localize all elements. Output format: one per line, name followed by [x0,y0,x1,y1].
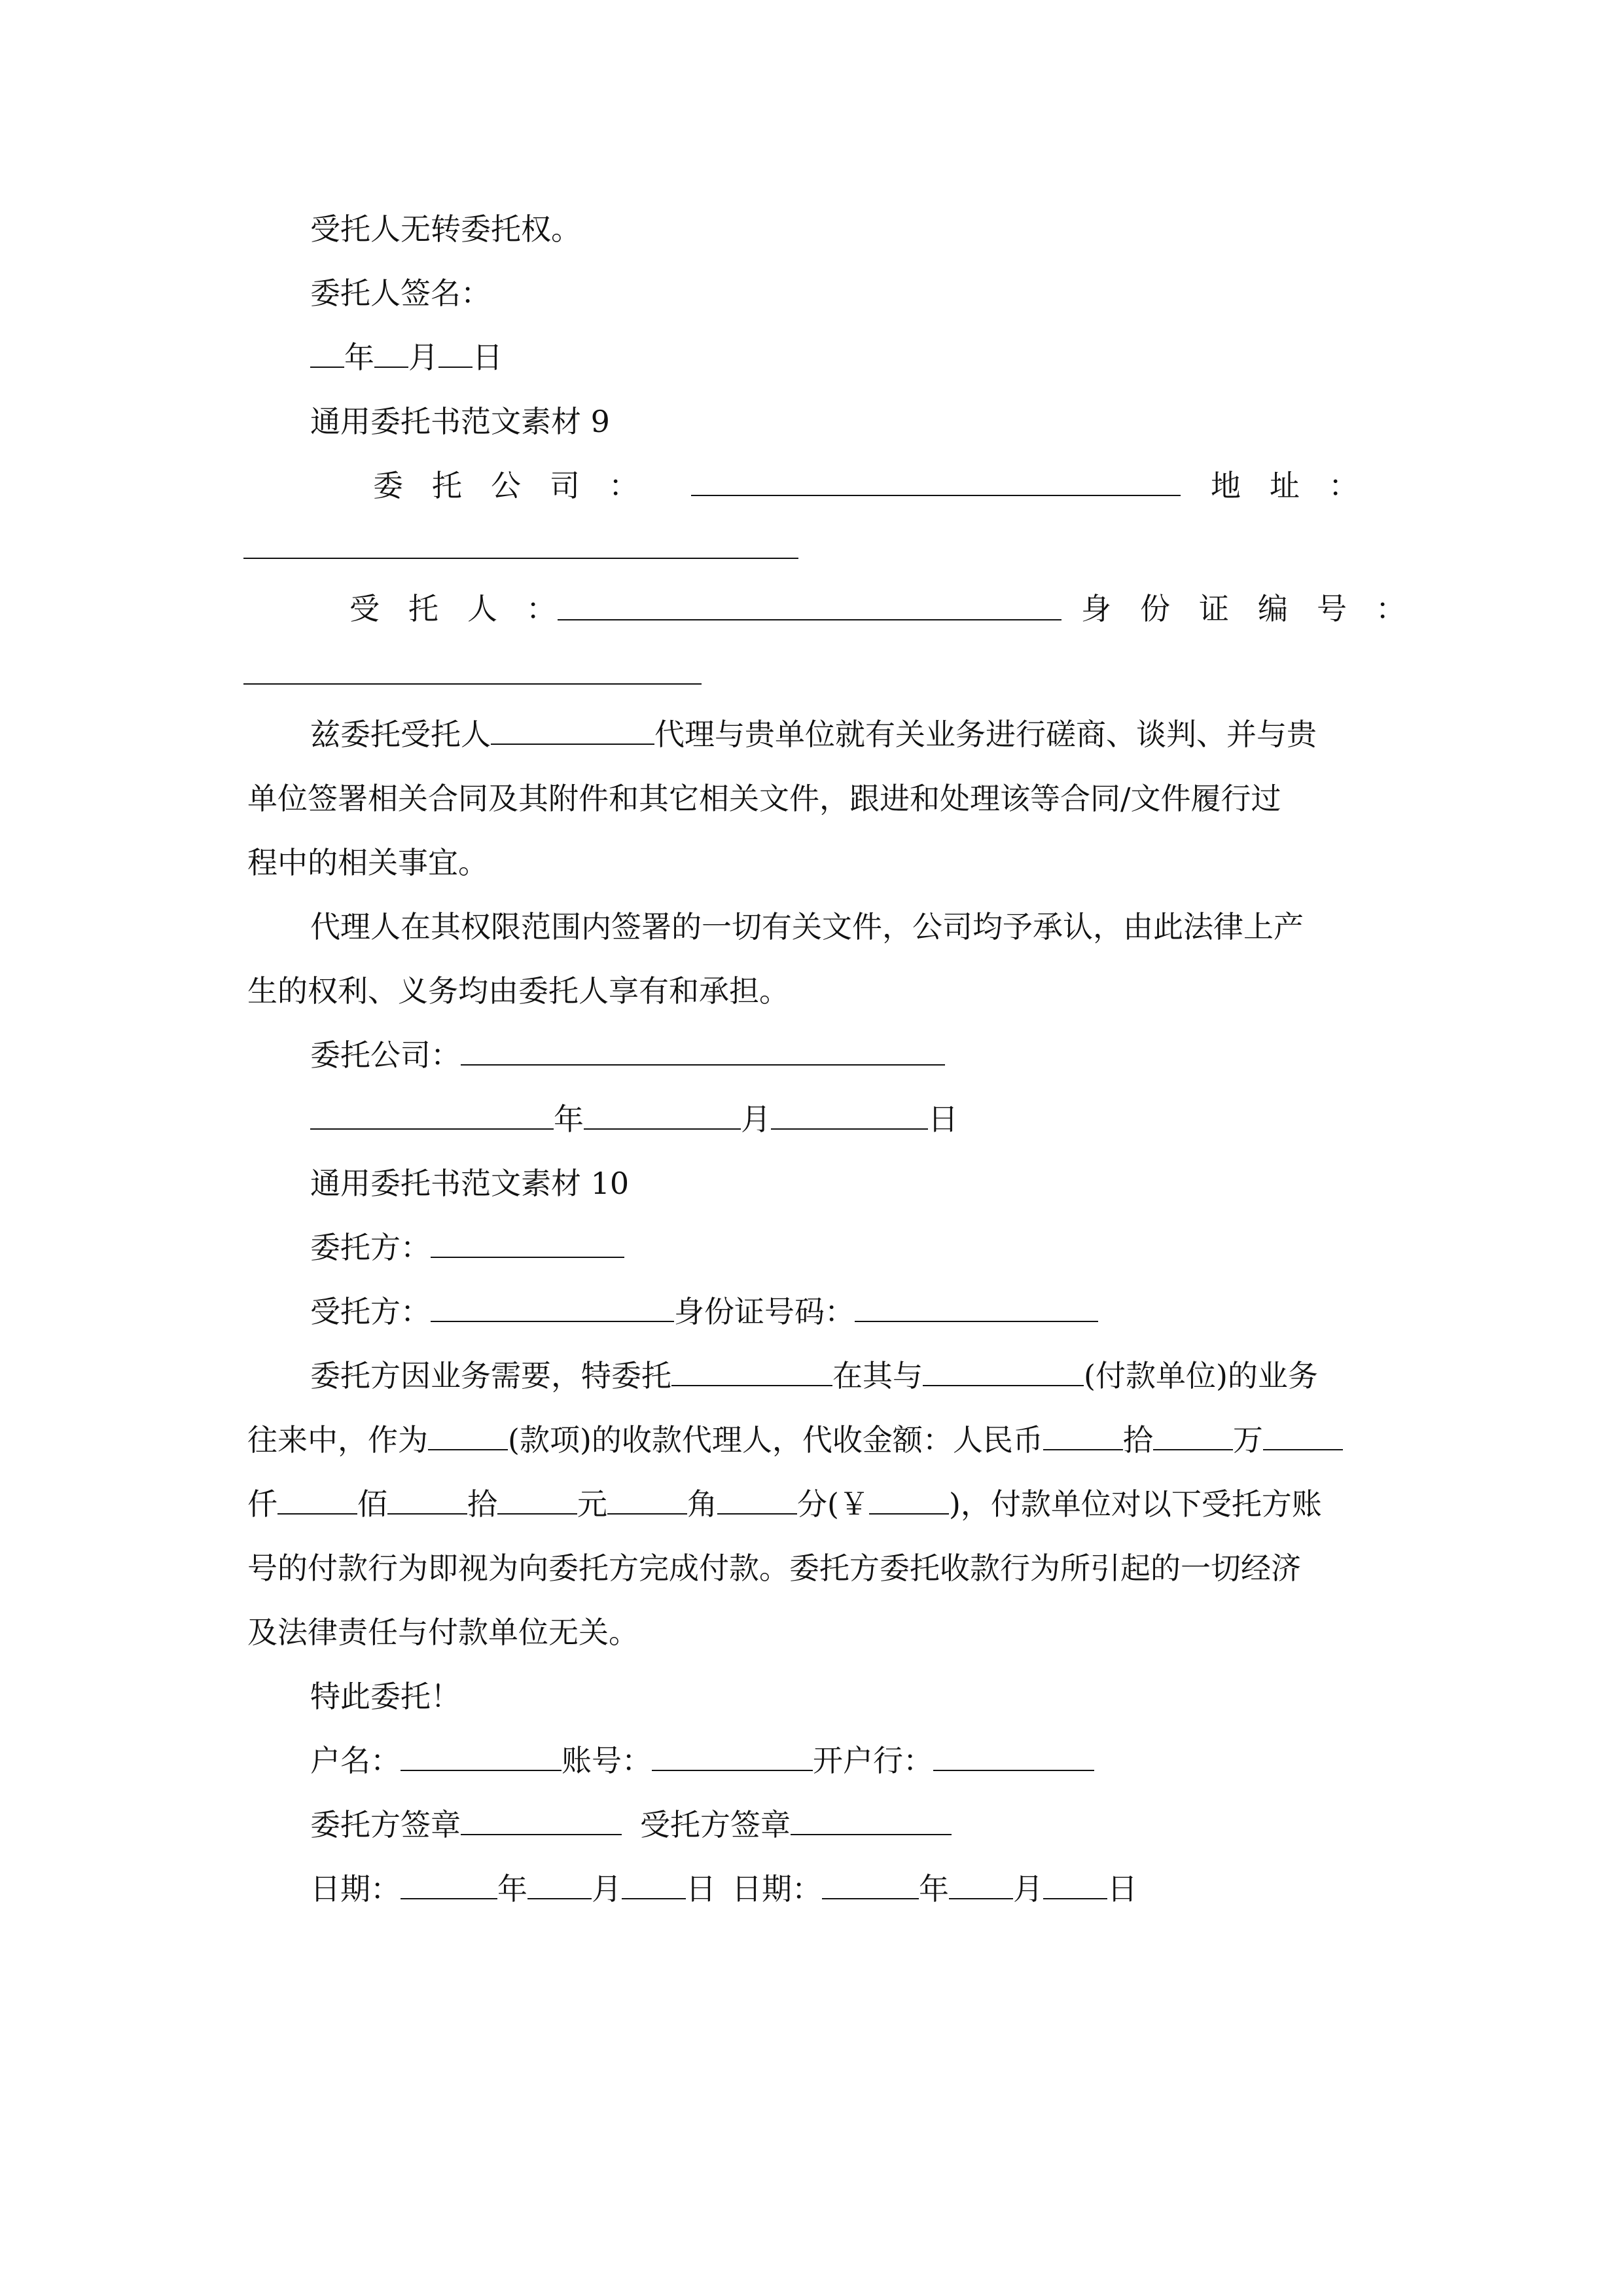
agent-date-label: 日期： [732,1871,822,1907]
day-label: 日 [473,340,503,375]
id-label-wrap [1081,589,1435,628]
para2-line2 [247,971,789,1011]
para3-text-l: 角 [687,1486,717,1522]
year-label: 年 [344,340,374,375]
agent-day-blank[interactable] [1043,1869,1107,1899]
para2-text-a: 代理人在其权限范围内签署的一切有关文件，公司均予承认，由此法律上产 [310,909,1304,944]
agent-day-label: 日 [1107,1871,1137,1907]
para3-line4 [247,1549,1301,1588]
principal-day-blank[interactable] [622,1869,686,1899]
amount-wan-blank[interactable] [1153,1420,1233,1450]
para1-text-b: 代理与贵单位就有关业务进行磋商、谈判、并与贵 [654,717,1317,752]
trustee-line [349,589,585,628]
no-subdelegation-text: 受托人无转委托权。 [310,211,581,247]
text-line [310,274,491,313]
section-heading-9 [310,402,610,441]
para1-line2 [247,779,1281,818]
para3-text-i: 佰 [357,1486,387,1522]
account-number-blank[interactable] [652,1741,813,1771]
account-number-label: 账号： [562,1743,652,1778]
sign-company-blank[interactable] [461,1035,945,1066]
agent-year-blank[interactable] [822,1869,919,1899]
para3-line1 [310,1356,1318,1395]
amount-fen-blank[interactable] [717,1484,797,1515]
date9-day-blank[interactable] [771,1100,928,1130]
sign-company-line [310,1035,945,1075]
agent-name-blank[interactable] [491,715,654,745]
principal-day-label: 日 [686,1871,716,1907]
principal-label: 委托方： [310,1230,431,1265]
special-text: 特此委托！ [310,1679,461,1714]
agent-blank[interactable] [431,1292,674,1322]
para3-text-a: 委托方因业务需要，特委托 [310,1358,671,1393]
address-blank[interactable] [243,558,798,559]
para3-text-e: (款项)的收款代理人，代收金额：人民币 [508,1422,1043,1458]
month-label: 月 [408,340,438,375]
company-line [373,466,668,505]
para3-text-b: 在其与 [832,1358,923,1393]
sign-company-label: 委托公司： [310,1037,461,1073]
para1-line1 [310,715,1317,754]
para1-text-c: 单位签署相关合同及其附件和其它相关文件，跟进和处理该等合同/文件履行过 [247,781,1281,816]
para3-text-o: 号的付款行为即视为向委托方完成付款。委托方委托收款行为所引起的一切经济 [247,1551,1301,1586]
para3-text-h: 仟 [247,1486,277,1522]
id-label: 身份证编号： [1081,591,1435,626]
date9-year-label: 年 [554,1102,584,1137]
bank-blank[interactable] [933,1741,1094,1771]
signature-line [310,1805,952,1844]
principal-seal-label: 委托方签章 [310,1807,461,1842]
para3-text-k: 元 [577,1486,607,1522]
para3-text-c: (付款单位)的业务 [1084,1358,1318,1393]
principal-date-label: 日期： [310,1871,401,1907]
principal-line [310,1228,624,1267]
agent-seal-blank[interactable] [791,1805,952,1835]
para2-line1 [310,907,1304,946]
agent-month-blank[interactable] [949,1869,1013,1899]
id-blank[interactable] [243,683,702,685]
principal-month-label: 月 [592,1871,622,1907]
para3-text-f: 拾 [1122,1422,1153,1458]
agent-month-label: 月 [1013,1871,1043,1907]
para1-text-a: 兹委托受托人 [310,717,491,752]
account-name-label: 户名： [310,1743,401,1778]
date9-line [310,1100,958,1139]
principal-year-blank[interactable] [401,1869,497,1899]
para2-text-b: 生的权利、义务均由委托人享有和承担。 [247,973,789,1009]
para3-text-m: 分(￥ [797,1486,869,1522]
special-line [310,1677,461,1716]
agent-label: 受托方： [310,1294,431,1329]
para1-line3 [247,843,488,882]
para3-text-n: )，付款单位对以下受托方账 [948,1486,1322,1522]
trustee-blank[interactable] [558,619,1061,620]
amount-shi-wan-blank[interactable] [1043,1420,1123,1450]
payer-blank[interactable] [923,1356,1084,1386]
para1-text-d: 程中的相关事宜。 [247,845,488,880]
agent-year-label: 年 [919,1871,949,1907]
principal-seal-blank[interactable] [461,1805,622,1835]
section-heading-10 [310,1164,629,1203]
year-blank[interactable] [310,338,344,368]
trustee-label: 受托人： [349,591,585,626]
date-line [310,338,503,377]
text-line [310,209,581,249]
amount-bai-blank[interactable] [277,1484,357,1515]
bank-label: 开户行： [813,1743,933,1778]
amount-yuan-blank[interactable] [497,1484,577,1515]
date9-month-blank[interactable] [584,1100,741,1130]
address-label-wrap [1211,466,1387,505]
account-line [310,1741,1094,1780]
principal-blank[interactable] [431,1228,624,1258]
id-number-blank[interactable] [855,1292,1098,1322]
dates-line [310,1869,1137,1909]
para3-text-j: 拾 [467,1486,497,1522]
para3-line3 [247,1484,1322,1524]
amount-qian-blank[interactable] [1263,1420,1343,1450]
heading-text: 通用委托书范文素材 10 [310,1166,630,1201]
date9-day-label: 日 [928,1102,958,1137]
company-blank[interactable] [691,495,1181,496]
id-number-label: 身份证号码： [674,1294,855,1329]
collector-blank[interactable] [671,1356,832,1386]
para3-text-g: 万 [1232,1422,1263,1458]
para3-text-p: 及法律责任与付款单位无关。 [247,1615,639,1650]
date9-year-blank[interactable] [310,1100,554,1130]
para3-line2 [247,1420,1343,1460]
para3-text-d: 往来中，作为 [247,1422,428,1458]
address-label: 地址： [1211,468,1387,503]
amount-jiao-blank[interactable] [607,1484,687,1515]
date9-month-label: 月 [741,1102,771,1137]
principal-month-blank[interactable] [527,1869,592,1899]
day-blank[interactable] [438,338,473,368]
para3-line5 [247,1613,639,1652]
payment-item-blank[interactable] [428,1420,508,1450]
account-name-blank[interactable] [401,1741,562,1771]
amount-total-blank[interactable] [869,1484,949,1515]
agent-line [310,1292,1098,1331]
agent-seal-label: 受托方签章 [640,1807,791,1842]
company-label: 委托公司： [373,468,668,503]
principal-signature-label: 委托人签名： [310,276,491,311]
amount-shi-blank[interactable] [387,1484,467,1515]
heading-text: 通用委托书范文素材 9 [310,404,610,439]
principal-year-label: 年 [497,1871,527,1907]
month-blank[interactable] [374,338,408,368]
